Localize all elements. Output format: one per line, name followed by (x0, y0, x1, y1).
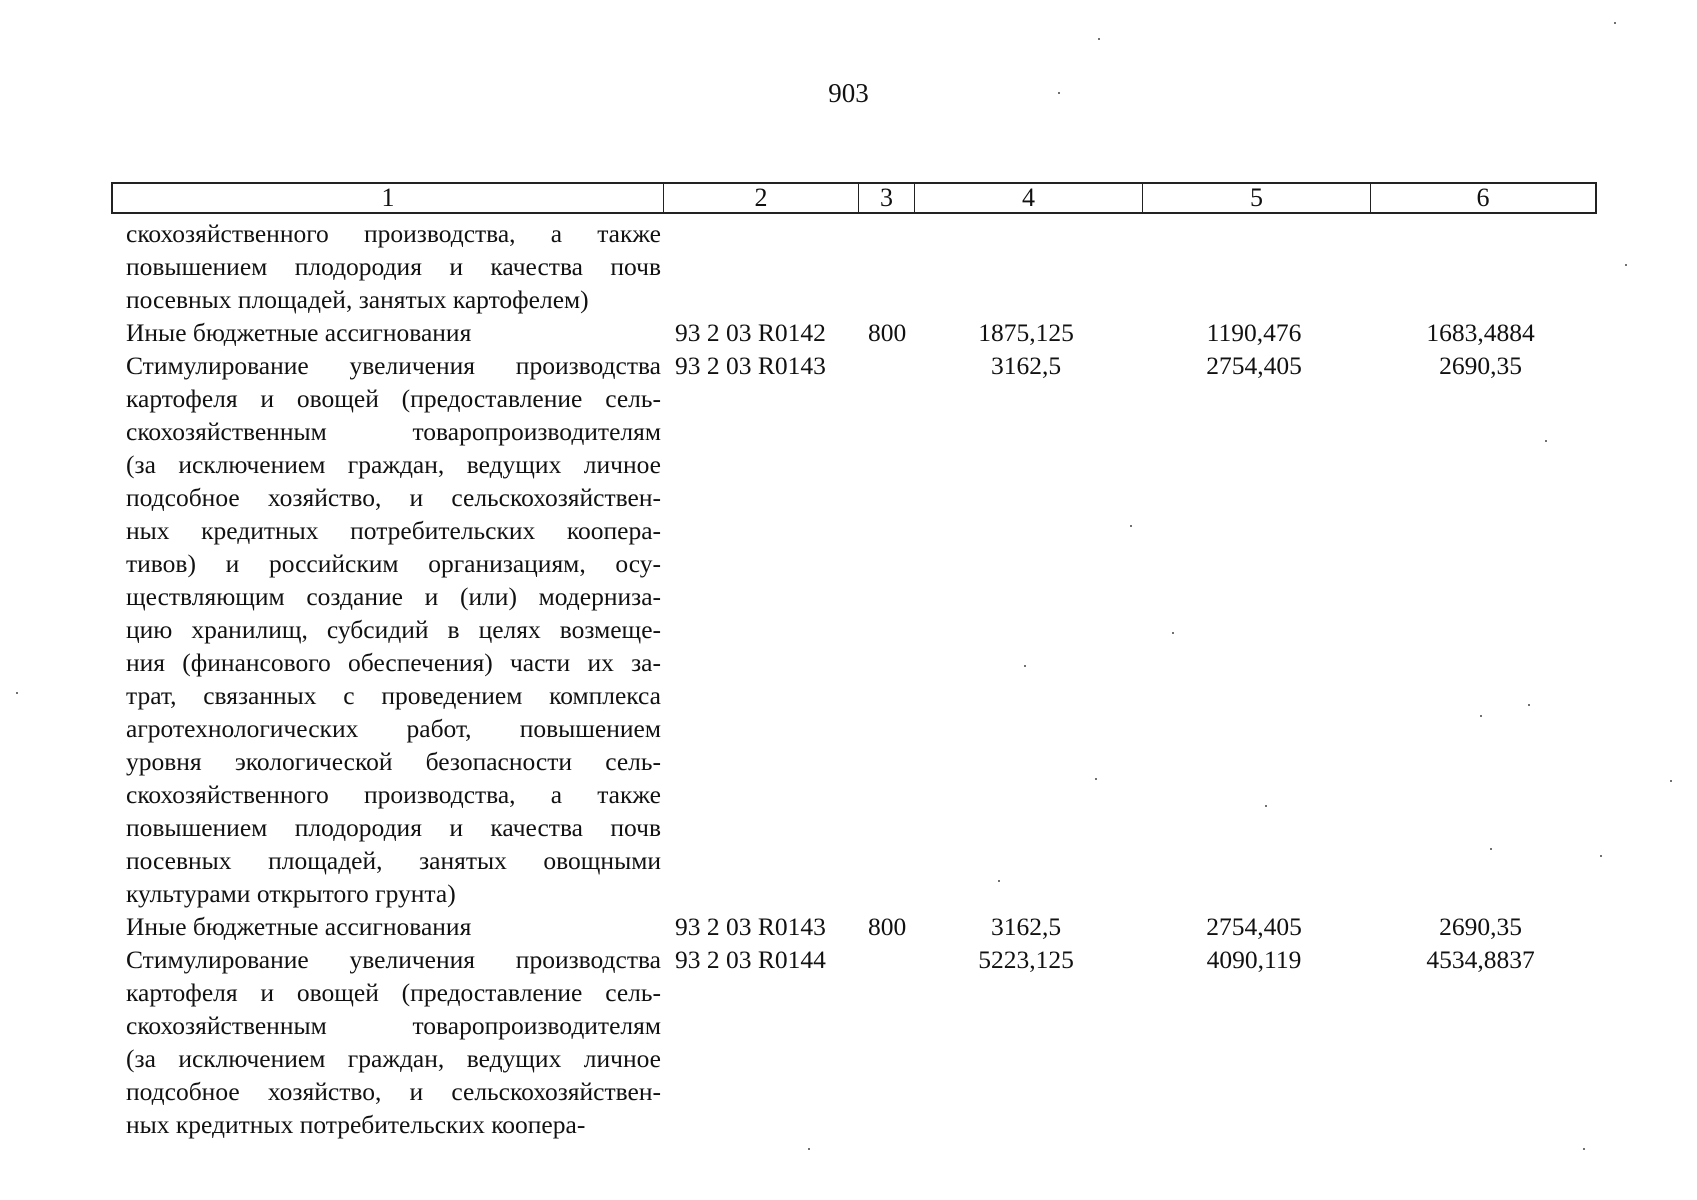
table-header (111, 182, 1597, 214)
row-expense-type: 800 (868, 318, 907, 347)
row-value-col5: 4090,119 (1206, 945, 1302, 974)
header-col-5: 5 (1142, 184, 1370, 212)
row-value-col5: 2754,405 (1206, 351, 1302, 380)
scan-speck (16, 692, 18, 694)
scan-speck (1545, 440, 1547, 442)
header-col-1: 1 (381, 183, 395, 212)
table-row (111, 316, 1593, 349)
scan-speck (1600, 855, 1602, 857)
row-description (111, 943, 661, 1141)
description-line: повышением плодородия и качества почв (126, 252, 661, 281)
description-line: ных кредитных потребительских коопера- (126, 516, 661, 545)
header-col-2: 2 (663, 184, 858, 212)
row-expense-type (856, 349, 912, 910)
table-row (111, 217, 1593, 316)
scan-speck (1024, 665, 1026, 667)
scan-speck (808, 1148, 810, 1150)
description-line: (за исключением граждан, ведущих личное (126, 1044, 661, 1073)
page-number: 903 (828, 78, 869, 108)
scan-speck (1265, 805, 1267, 807)
table-row (111, 910, 1593, 943)
row-value-col6 (1368, 217, 1593, 316)
header-col-3: 3 (858, 184, 914, 212)
row-code: 93 2 03 R0143 (675, 351, 826, 380)
description-line: культурами открытого грунта) (126, 879, 456, 908)
row-value-col5: 1190,476 (1206, 318, 1302, 347)
row-value-col5 (1140, 217, 1368, 316)
row-value-col4: 1875,125 (978, 318, 1074, 347)
description-line: ных кредитных потребительских коопера- (126, 1110, 586, 1139)
row-value-col4: 5223,125 (978, 945, 1074, 974)
scan-speck (998, 880, 1000, 882)
row-value-col4: 3162,5 (990, 912, 1062, 941)
description-line: Иные бюджетные ассигнования (126, 318, 472, 347)
row-description (111, 349, 661, 910)
description-line: ния (финансового обеспечения) части их за- (126, 648, 661, 677)
row-description (111, 316, 661, 349)
description-line: картофеля и овощей (предоставление сель- (126, 384, 661, 413)
scan-speck (1130, 525, 1132, 527)
row-description (111, 217, 661, 316)
row-code: 93 2 03 R0143 (675, 912, 826, 941)
row-value-col4: 3162,5 (990, 351, 1062, 380)
scan-speck (1095, 778, 1097, 780)
row-code (661, 217, 856, 316)
description-line: тивов) и российским организациям, осу- (126, 549, 661, 578)
table-row (111, 349, 1593, 910)
row-expense-type (856, 943, 912, 1141)
scan-speck (1490, 848, 1492, 850)
description-line: уровня экологической безопасности сель- (126, 747, 661, 776)
row-value-col6: 4534,8837 (1426, 945, 1535, 974)
row-expense-type: 800 (868, 912, 907, 941)
scan-speck (1614, 22, 1616, 24)
row-code: 93 2 03 R0144 (675, 945, 826, 974)
scan-speck (1625, 264, 1627, 266)
description-line: скохозяйственным товаропроизводителям (126, 1011, 661, 1040)
row-value-col6: 1683,4884 (1426, 318, 1535, 347)
description-line: подсобное хозяйство, и сельскохозяйствен- (126, 483, 661, 512)
description-line: посевных площадей, занятых картофелем) (126, 285, 589, 314)
description-line: (за исключением граждан, ведущих личное (126, 450, 661, 479)
description-line: Стимулирование увеличения производства (126, 945, 661, 974)
scan-speck (1480, 715, 1482, 717)
description-line: ществляющим создание и (или) модерниза- (126, 582, 661, 611)
header-col-4: 4 (914, 184, 1142, 212)
row-code: 93 2 03 R0142 (675, 318, 826, 347)
row-value-col4 (912, 217, 1140, 316)
description-line: Иные бюджетные ассигнования (126, 912, 472, 941)
row-value-col6: 2690,35 (1439, 912, 1522, 941)
row-value-col6: 2690,35 (1439, 351, 1522, 380)
row-description (111, 910, 661, 943)
row-expense-type (856, 217, 912, 316)
scan-speck (1172, 632, 1174, 634)
description-line: скохозяйственного производства, а также (126, 780, 661, 809)
description-line: подсобное хозяйство, и сельскохозяйствен- (126, 1077, 661, 1106)
scan-speck (1528, 704, 1530, 706)
description-line: посевных площадей, занятых овощными (126, 846, 661, 875)
header-col-6: 6 (1370, 184, 1595, 212)
scan-speck (1670, 780, 1672, 782)
scan-speck (1583, 1148, 1585, 1150)
scan-speck (1098, 38, 1100, 40)
description-line: картофеля и овощей (предоставление сель- (126, 978, 661, 1007)
description-line: скохозяйственным товаропроизводителям (126, 417, 661, 446)
description-line: скохозяйственного производства, а также (126, 219, 661, 248)
description-line: повышением плодородия и качества почв (126, 813, 661, 842)
scan-speck (1058, 92, 1060, 94)
description-line: трат, связанных с проведением комплекса (126, 681, 661, 710)
description-line: Стимулирование увеличения производства (126, 351, 661, 380)
description-line: цию хранилищ, субсидий в целях возмеще- (126, 615, 661, 644)
table-body (111, 217, 1593, 1141)
description-line: агротехнологических работ, повышением (126, 714, 661, 743)
row-value-col5: 2754,405 (1206, 912, 1302, 941)
table-row (111, 943, 1593, 1141)
